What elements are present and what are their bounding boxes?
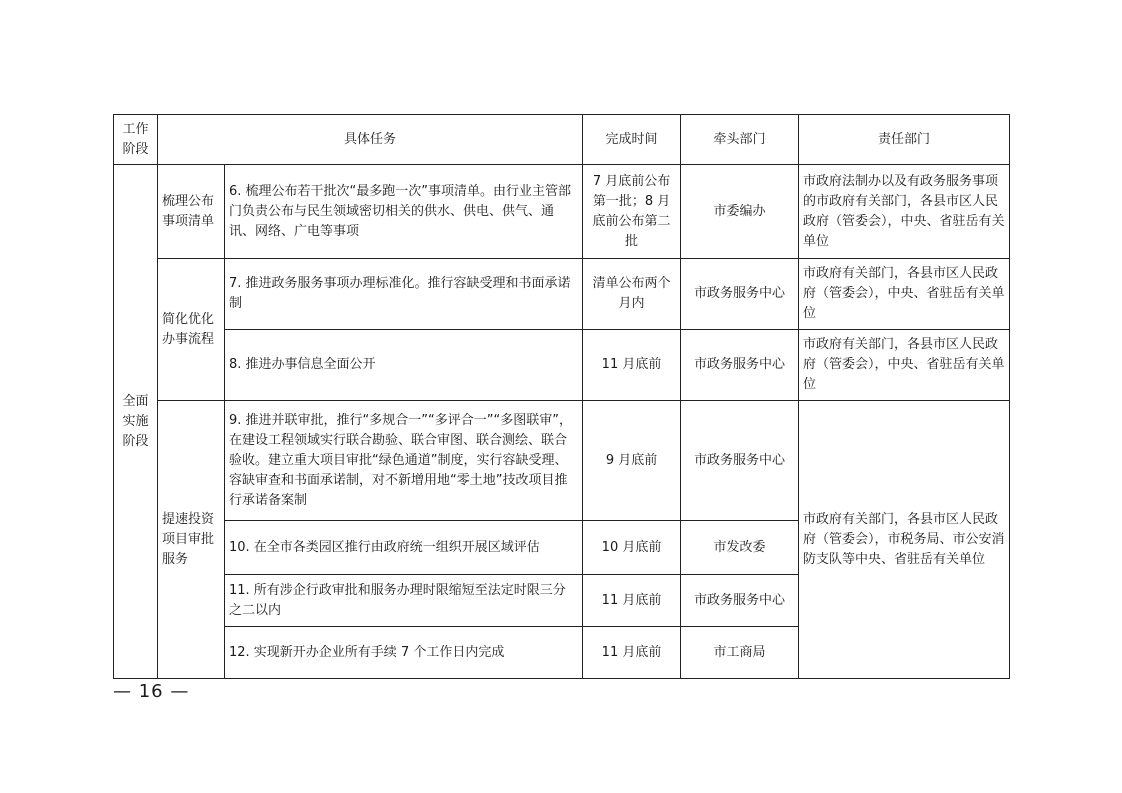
lead-cell: 市政务服务中心 — [681, 259, 799, 330]
header-row — [114, 115, 1010, 165]
task-cell: 7. 推进政务服务事项办理标准化。推行容缺受理和书面承诺制 — [225, 259, 583, 330]
task-cell: 12. 实现新开办企业所有手续 7 个工作日内完成 — [225, 627, 583, 679]
header-task: 具体任务 — [158, 115, 583, 165]
stage-cell: 全面实施阶段 — [114, 165, 158, 679]
responsible-cell: 市政府法制办以及有政务服务事项的市政府有关部门，各县市区人民政府（管委会），中央、省驻岳有关单位 — [799, 165, 1010, 259]
table-row — [114, 401, 1010, 521]
responsible-cell: 市政府有关部门，各县市区人民政府（管委会），市税务局、市公安消防支队等中央、省驻岳有关单位 — [799, 401, 1010, 679]
deadline-cell: 7 月底前公布第一批；8 月底前公布第二批 — [583, 165, 681, 259]
task-cell: 6. 梳理公布若干批次“最多跑一次”事项清单。由行业主管部门负责公布与民生领域密切相关的供水、供电、供气、通讯、网络、广电等事项 — [225, 165, 583, 259]
header-deadline: 完成时间 — [583, 115, 681, 165]
deadline-cell: 11 月底前 — [583, 627, 681, 679]
responsible-cell: 市政府有关部门，各县市区人民政府（管委会），中央、省驻岳有关单位 — [799, 259, 1010, 330]
table-row — [114, 330, 1010, 401]
table-row — [114, 259, 1010, 330]
header-stage: 工作阶段 — [114, 115, 158, 165]
task-cell: 11. 所有涉企行政审批和服务办理时限缩短至法定时限三分之二以内 — [225, 575, 583, 627]
group-cell: 梳理公布事项清单 — [158, 165, 225, 259]
lead-cell: 市委编办 — [681, 165, 799, 259]
deadline-cell: 10 月底前 — [583, 521, 681, 575]
page-number: — 16 — — [113, 681, 190, 702]
responsible-cell: 市政府有关部门，各县市区人民政府（管委会），中央、省驻岳有关单位 — [799, 330, 1010, 401]
group-cell: 提速投资项目审批服务 — [158, 401, 225, 679]
lead-cell: 市政务服务中心 — [681, 401, 799, 521]
deadline-cell: 9 月底前 — [583, 401, 681, 521]
group-cell: 简化优化办事流程 — [158, 259, 225, 401]
table-row — [114, 165, 1010, 259]
lead-cell: 市政务服务中心 — [681, 575, 799, 627]
header-lead: 牵头部门 — [681, 115, 799, 165]
lead-cell: 市发改委 — [681, 521, 799, 575]
lead-cell: 市工商局 — [681, 627, 799, 679]
deadline-cell: 11 月底前 — [583, 330, 681, 401]
deadline-cell: 清单公布两个月内 — [583, 259, 681, 330]
task-cell: 10. 在全市各类园区推行由政府统一组织开展区域评估 — [225, 521, 583, 575]
task-cell: 8. 推进办事信息全面公开 — [225, 330, 583, 401]
lead-cell: 市政务服务中心 — [681, 330, 799, 401]
task-table — [113, 114, 1010, 679]
deadline-cell: 11 月底前 — [583, 575, 681, 627]
header-responsible: 责任部门 — [799, 115, 1010, 165]
task-cell: 9. 推进并联审批，推行“多规合一”“多评合一”“多图联审”，在建设工程领域实行联合勘验、联合审图、联合测绘、联合验收。建立重大项目审批“绿色通道”制度，实行容缺受理、容缺审查和书面承诺制，对不新增用地“零土地”技改项目推行承诺备案制 — [225, 401, 583, 521]
